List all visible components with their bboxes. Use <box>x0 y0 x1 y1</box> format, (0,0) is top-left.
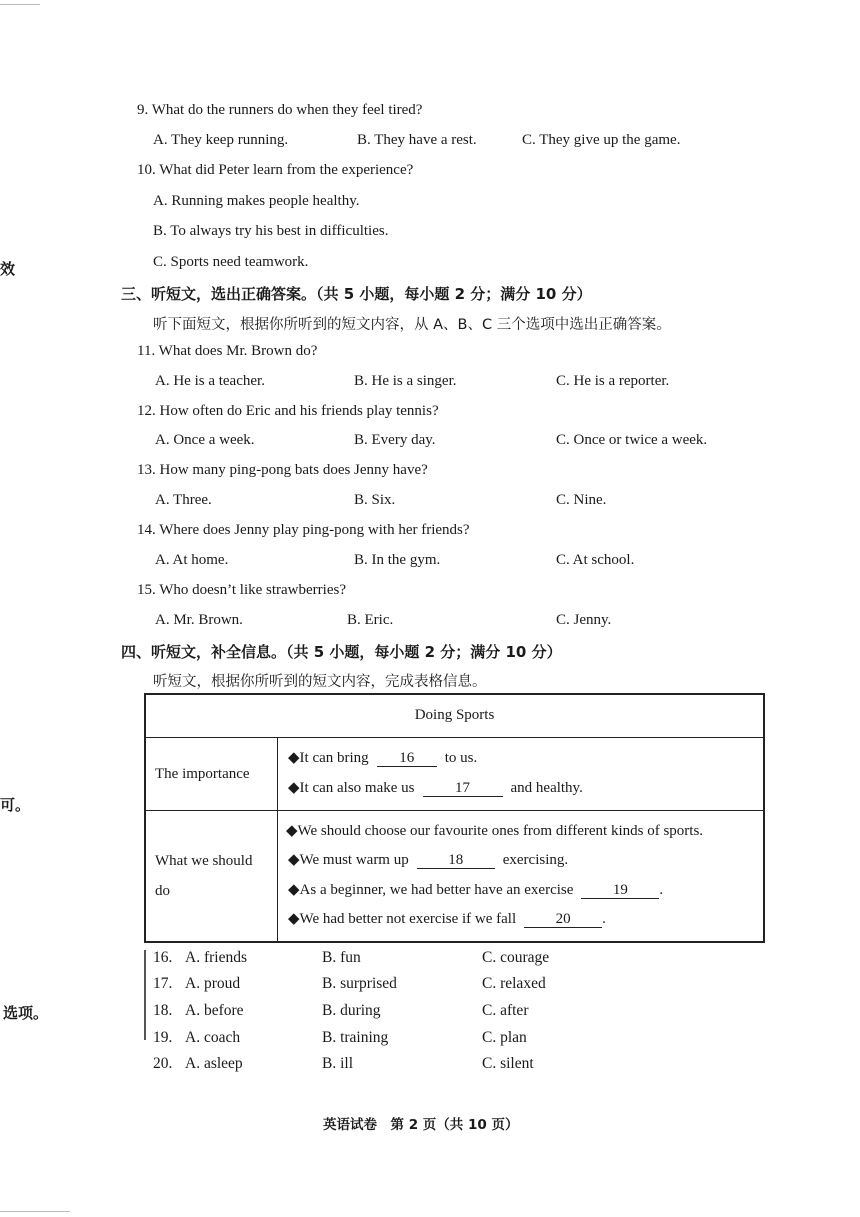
q15-question: 15. Who doesn’t like strawberries? <box>137 582 346 598</box>
blank-17[interactable]: 17 <box>423 780 503 797</box>
q9-option-a[interactable]: A. They keep running. <box>153 132 289 148</box>
q11-question: 11. What does Mr. Brown do? <box>137 343 318 359</box>
todo-20-after: . <box>602 911 606 928</box>
option-20-a[interactable]: A. asleep <box>185 1055 243 1072</box>
blank-20[interactable]: 20 <box>524 911 602 928</box>
option-16-c[interactable]: C. courage <box>482 949 550 966</box>
q14-question: 14. Where does Jenny play ping-pong with her friends? <box>137 522 470 538</box>
option-18-a[interactable]: A. before <box>185 1002 244 1019</box>
blank-19[interactable]: 19 <box>581 882 659 899</box>
todo-line-18 <box>278 846 763 876</box>
q14-option-c[interactable]: C. At school. <box>556 552 635 568</box>
todo-cell <box>278 810 765 942</box>
options-margin-line <box>144 950 146 1040</box>
option-19-c[interactable]: C. plan <box>482 1029 527 1046</box>
option-row-17-num: 17. <box>153 975 173 992</box>
todo-19-text: ◆As a beginner, we had better have an exercise <box>288 881 574 898</box>
todo-label <box>145 810 278 942</box>
q11-option-a[interactable]: A. He is a teacher. <box>155 373 265 389</box>
option-16-a[interactable]: A. friends <box>185 949 247 966</box>
q10-option-a[interactable]: A. Running makes people healthy. <box>153 193 360 209</box>
q10-question: 10. What did Peter learn from the experience? <box>137 162 414 178</box>
section3-heading: 三、听短文，选出正确答案。（共 5 小题，每小题 2 分；满分 10 分） <box>121 285 592 303</box>
importance-cell <box>278 737 765 810</box>
todo-18-after: exercising. <box>502 852 569 869</box>
margin-mark-3: 选项。 <box>3 1004 49 1022</box>
todo-20-text: ◆We had better not exercise if we fall <box>288 911 517 928</box>
option-row-20-num: 20. <box>153 1055 173 1072</box>
q13-question: 13. How many ping-pong bats does Jenny have? <box>137 462 428 478</box>
importance-label: The importance <box>145 737 278 810</box>
section4-heading: 四、听短文，补全信息。（共 5 小题，每小题 2 分；满分 10 分） <box>121 643 562 661</box>
q11-option-c[interactable]: C. He is a reporter. <box>556 373 670 389</box>
q14-option-b[interactable]: B. In the gym. <box>354 552 441 568</box>
blank-18[interactable]: 18 <box>417 852 495 869</box>
q13-option-a[interactable]: A. Three. <box>155 492 212 508</box>
q9-question: 9. What do the runners do when they feel tired? <box>137 102 423 118</box>
todo-label-line-2: do <box>155 882 170 899</box>
q10-option-c[interactable]: C. Sports need teamwork. <box>153 254 309 270</box>
importance-16-after: to us. <box>444 750 478 766</box>
q12-question: 12. How often do Eric and his friends play tennis? <box>137 403 439 419</box>
q9-option-c[interactable]: C. They give up the game. <box>522 132 681 148</box>
todo-line-19 <box>278 876 763 906</box>
section3-instruction: 听下面短文，根据你所听到的短文内容，从 A、B、C 三个选项中选出正确答案。 <box>153 317 671 333</box>
q13-option-c[interactable]: C. Nine. <box>556 492 607 508</box>
importance-17-text: ◆It can also make us <box>288 779 415 796</box>
blank-16[interactable]: 16 <box>377 750 437 767</box>
margin-mark-2: 可。 <box>0 796 31 814</box>
section4-instruction: 听短文，根据你所听到的短文内容，完成表格信息。 <box>153 674 487 690</box>
scan-edge-top <box>0 4 40 5</box>
q12-option-a[interactable]: A. Once a week. <box>155 432 255 448</box>
option-17-a[interactable]: A. proud <box>185 975 241 992</box>
importance-line-17 <box>278 774 763 804</box>
q12-option-c[interactable]: C. Once or twice a week. <box>556 432 708 448</box>
option-row-18-num: 18. <box>153 1002 173 1019</box>
todo-18-text: ◆We must warm up <box>288 852 409 869</box>
todo-19-after: . <box>659 881 664 898</box>
option-row-19-num: 19. <box>153 1029 173 1046</box>
q14-option-a[interactable]: A. At home. <box>155 552 229 568</box>
option-19-a[interactable]: A. coach <box>185 1029 241 1046</box>
margin-mark-1: 效 <box>0 260 16 278</box>
todo-line-20 <box>278 905 763 935</box>
q11-option-b[interactable]: B. He is a singer. <box>354 373 457 389</box>
sports-info-table <box>144 693 765 943</box>
table-title: Doing Sports <box>145 694 764 737</box>
q15-option-c[interactable]: C. Jenny. <box>556 612 612 628</box>
q15-option-a[interactable]: A. Mr. Brown. <box>155 612 243 628</box>
option-20-c[interactable]: C. silent <box>482 1055 534 1072</box>
q10-option-b[interactable]: B. To always try his best in difficulties. <box>153 223 389 239</box>
option-18-c[interactable]: C. after <box>482 1002 529 1019</box>
option-17-b[interactable]: B. surprised <box>322 975 397 992</box>
option-row-16-num: 16. <box>153 949 173 966</box>
option-17-c[interactable]: C. relaxed <box>482 975 546 992</box>
q15-option-b[interactable]: B. Eric. <box>347 612 394 628</box>
todo-label-line-1: What we should <box>155 852 253 869</box>
option-18-b[interactable]: B. during <box>322 1002 381 1019</box>
q13-option-b[interactable]: B. Six. <box>354 492 396 508</box>
q9-option-b[interactable]: B. They have a rest. <box>357 132 477 148</box>
option-19-b[interactable]: B. training <box>322 1029 389 1046</box>
scan-edge-bottom <box>0 1211 70 1212</box>
page-footer: 英语试卷 第 2 页（共 10 页） <box>323 1117 519 1133</box>
importance-17-after: and healthy. <box>510 779 583 796</box>
importance-line-16 <box>278 744 763 774</box>
q12-option-b[interactable]: B. Every day. <box>354 432 436 448</box>
option-16-b[interactable]: B. fun <box>322 949 361 966</box>
option-20-b[interactable]: B. ill <box>322 1055 354 1072</box>
todo-line-choose: ◆We should choose our favourite ones from different kinds of sports. <box>286 822 704 839</box>
importance-16-text: ◆It can bring <box>288 750 369 766</box>
